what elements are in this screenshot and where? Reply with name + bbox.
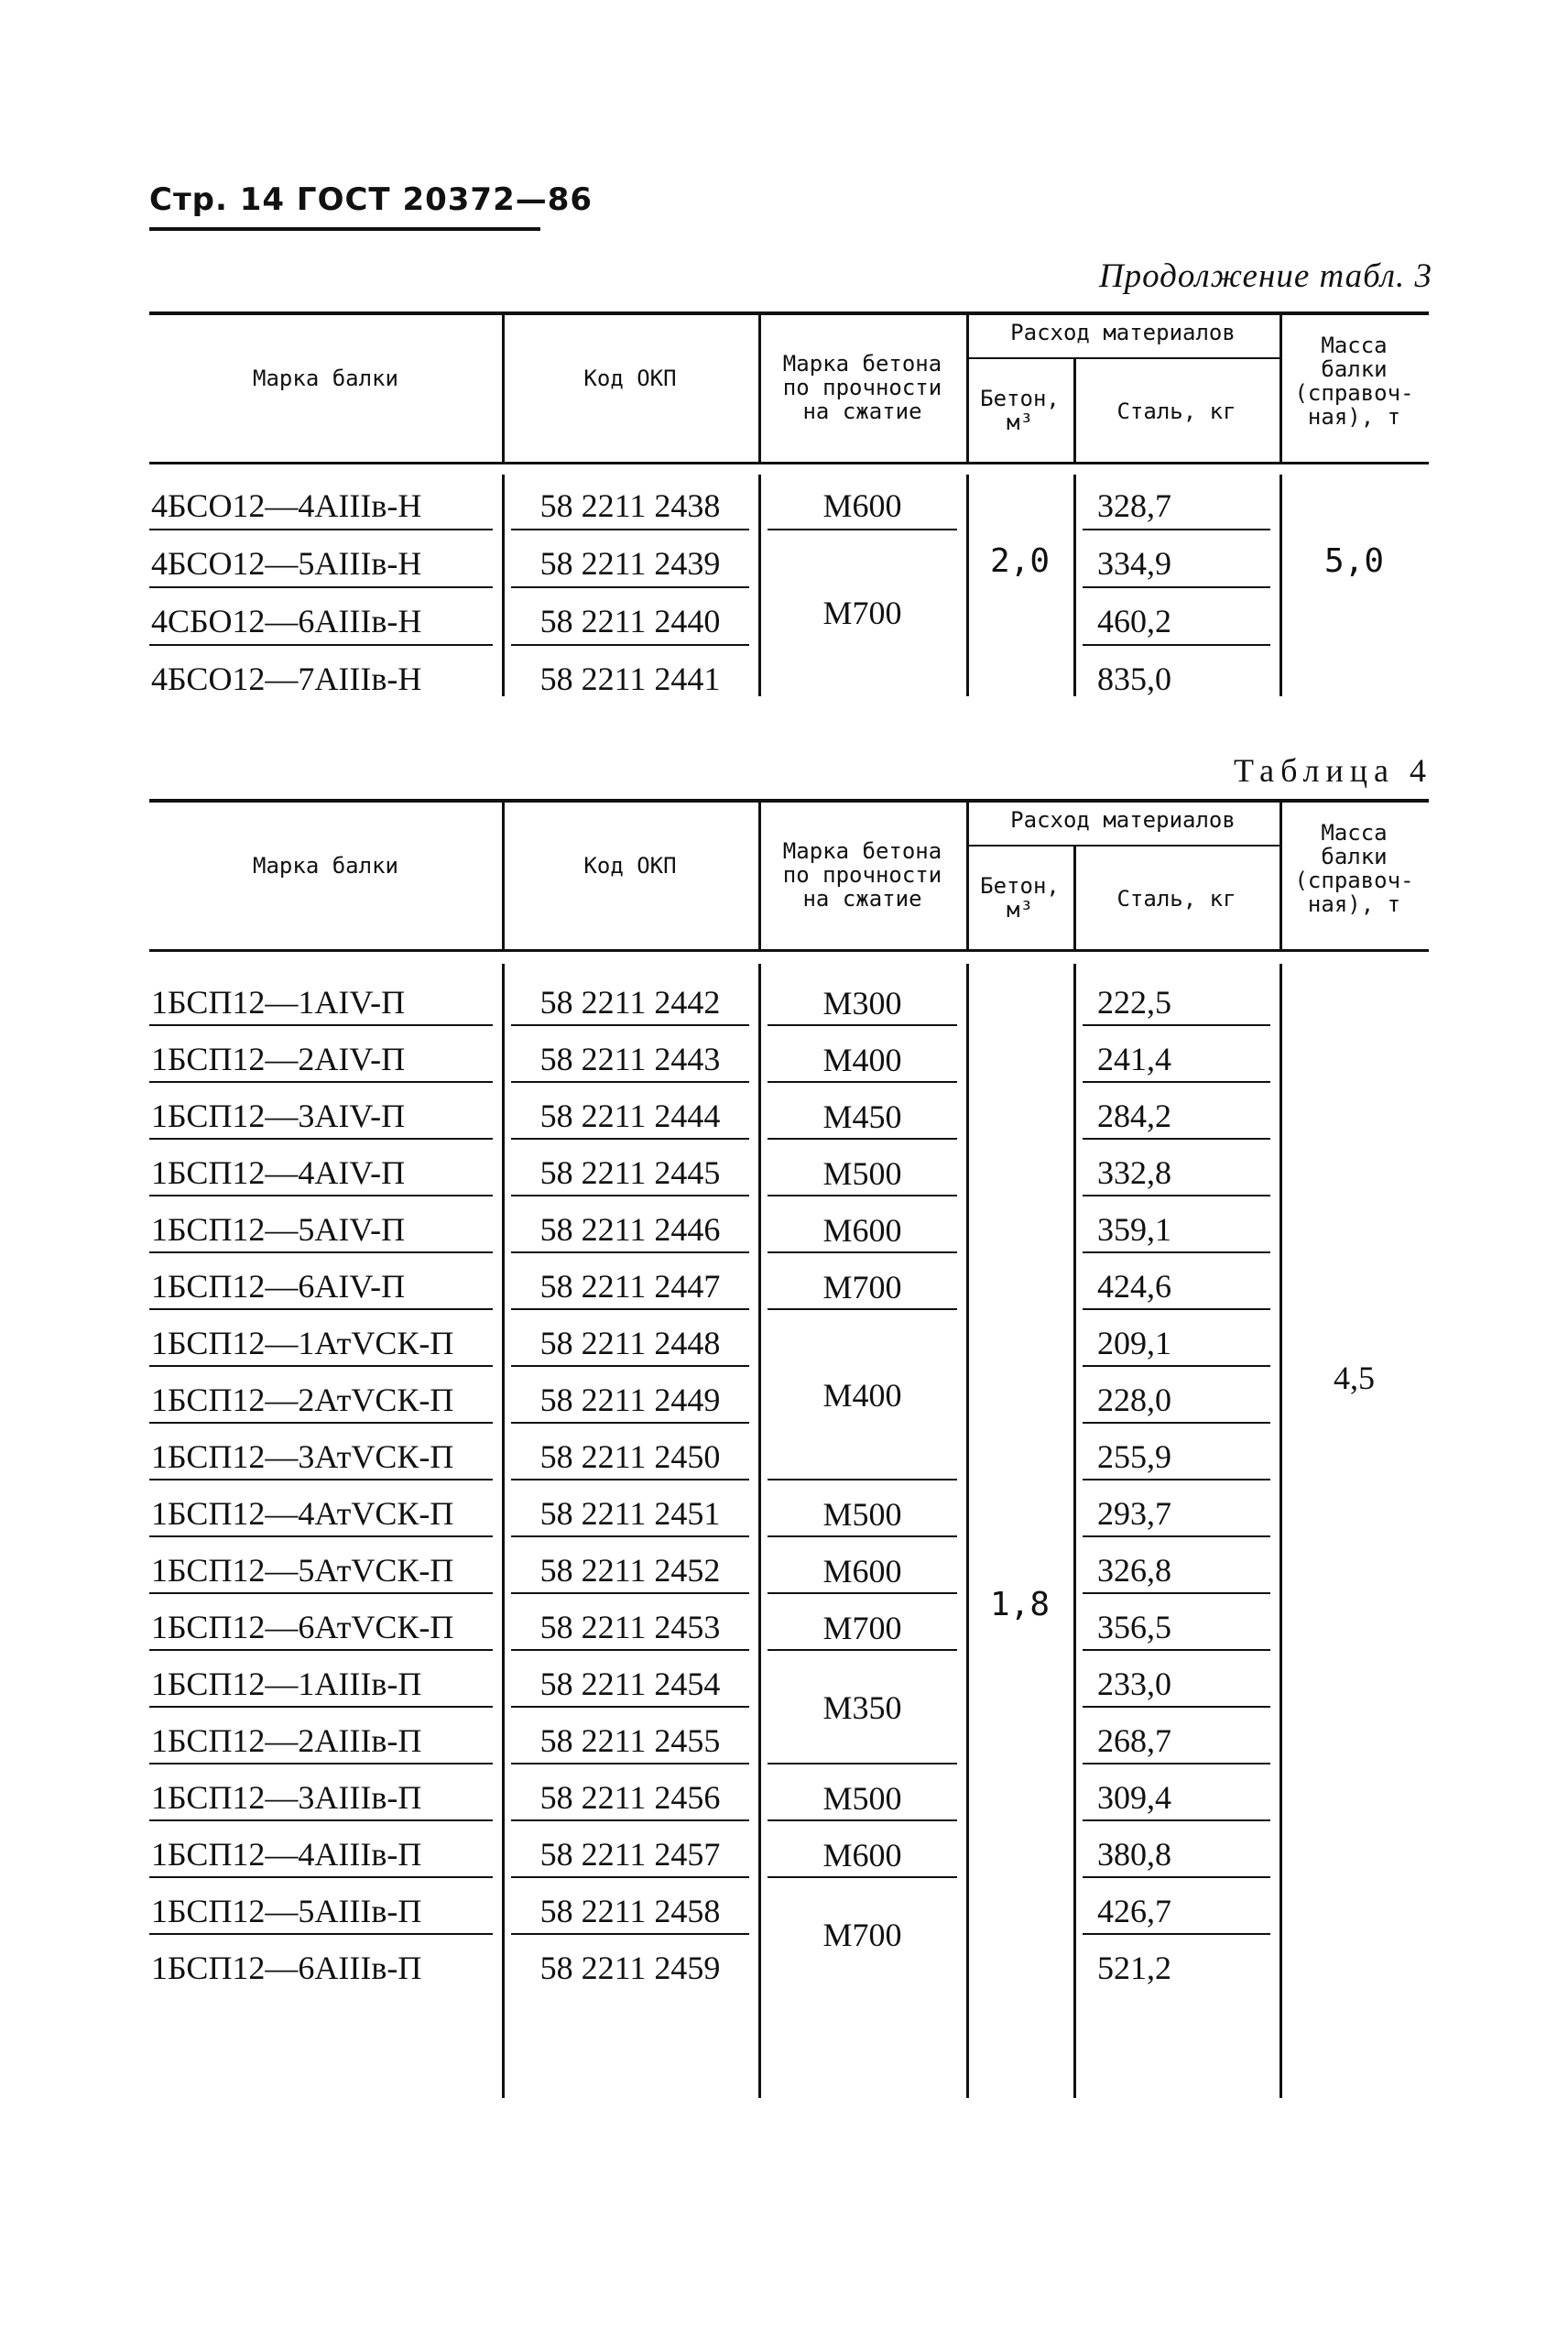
t4-row-rule-mark — [149, 1706, 493, 1708]
table-row-okp: 58 2211 2444 — [539, 1098, 721, 1134]
table-row-okp: 58 2211 2440 — [539, 603, 721, 639]
table-row-okp: 58 2211 2454 — [539, 1666, 721, 1702]
page-header: Стр. 14 ГОСТ 20372—86 — [149, 181, 593, 218]
t4-col-concrete-1: Бетон, — [980, 873, 1060, 899]
t4-col-grade-2: по прочности — [782, 862, 942, 888]
t3-col-concrete-1: Бетон, — [980, 386, 1060, 411]
table-row-mark: 1БСП12—1АIIIв-П — [151, 1666, 422, 1702]
table-row-steel: 356,5 — [1097, 1609, 1171, 1645]
table-row-steel: 228,0 — [1097, 1382, 1171, 1418]
table-row-okp: 58 2211 2453 — [539, 1609, 721, 1645]
table-row-steel: 326,8 — [1097, 1552, 1171, 1589]
t3-col-mass-4: ная), т — [1307, 404, 1401, 430]
table-row-mark: 1БСП12—4АтVСК-П — [151, 1495, 454, 1532]
t3-row-rule-okp — [511, 586, 749, 588]
t4-row-rule-okp — [511, 1081, 749, 1083]
t4-row-rule-steel — [1083, 1649, 1270, 1651]
t4-grade-rule — [768, 1195, 957, 1196]
table-row-mark: 1БСП12—6АтVСК-П — [151, 1609, 454, 1645]
table-row-steel: 233,0 — [1097, 1666, 1171, 1702]
t4-body-v5 — [1279, 964, 1282, 2098]
t4-col-mass-3: (справоч- — [1294, 868, 1414, 893]
t3-col-mass-1: Масса — [1321, 333, 1388, 358]
t4-row-rule-steel — [1083, 1308, 1270, 1310]
table-row-mark: 1БСП12—5АIV-П — [151, 1211, 406, 1248]
t4-col-mass-1: Масса — [1321, 820, 1388, 846]
table-row-okp: 58 2211 2447 — [539, 1268, 721, 1305]
table-row-steel: 426,7 — [1097, 1893, 1171, 1929]
t4-grade-rule — [768, 1308, 957, 1310]
t4-row-rule-okp — [511, 1138, 749, 1140]
table-row-mark: 1БСП12—3АIIIв-П — [151, 1779, 422, 1816]
t4-grade-rule — [768, 1819, 957, 1821]
t4-row-rule-steel — [1083, 1365, 1270, 1367]
table-row-steel: 332,8 — [1097, 1154, 1171, 1191]
t4-grade-cell: М700 — [822, 1269, 902, 1306]
table-row-okp: 58 2211 2456 — [539, 1779, 721, 1816]
table-row-okp: 58 2211 2451 — [539, 1495, 721, 1532]
t4-row-rule-steel — [1083, 1422, 1270, 1424]
t4-concrete-value: 1,8 — [989, 1586, 1051, 1623]
t4-row-rule-steel — [1083, 1819, 1270, 1821]
table3-caption: Продолжение табл. 3 — [1098, 257, 1432, 295]
t4-grade-rule — [768, 1649, 957, 1651]
t4-col-grade-1: Марка бетона — [782, 838, 942, 864]
t4-row-rule-okp — [511, 1592, 749, 1594]
t4-row-rule-steel — [1083, 1876, 1270, 1878]
table-row-okp: 58 2211 2448 — [539, 1325, 721, 1361]
t4-row-rule-okp — [511, 1535, 749, 1537]
t4-row-rule-okp — [511, 1195, 749, 1196]
t4-grade-cell: М400 — [822, 1042, 902, 1078]
table-row-steel: 460,2 — [1097, 603, 1171, 639]
t4-col-concrete-2: м³ — [1007, 897, 1033, 923]
t3-body-v5 — [1279, 475, 1282, 696]
t3-row-rule-mark — [149, 644, 493, 646]
t4-grade-cell: М600 — [822, 1837, 902, 1874]
t3-col-materials: Расход материалов — [1010, 320, 1236, 345]
table-row-steel: 835,0 — [1097, 661, 1171, 697]
t4-row-rule-steel — [1083, 1706, 1270, 1708]
t4-grade-cell: М500 — [822, 1780, 902, 1817]
table-row-mark: 4БСО12—4АIIIв-Н — [151, 487, 422, 524]
t3-col-mark: Марка балки — [253, 366, 398, 391]
table-row-steel: 380,8 — [1097, 1836, 1171, 1873]
t4-col-grade-3: на сжатие — [802, 886, 922, 912]
t4-row-rule-steel — [1083, 1535, 1270, 1537]
table-row-mark: 1БСП12—2АIV-П — [151, 1041, 406, 1077]
t4-body-v4 — [1073, 964, 1076, 2098]
t4-row-rule-mark — [149, 1081, 493, 1083]
t4-grade-rule — [768, 1024, 957, 1026]
table-row-steel: 424,6 — [1097, 1268, 1171, 1305]
table-row-mark: 1БСП12—6АIIIв-П — [151, 1950, 422, 1986]
t4-grade-cell: М500 — [822, 1496, 902, 1533]
t4-col-mass-2: балки — [1321, 844, 1388, 869]
table-row-steel: 284,2 — [1097, 1098, 1171, 1134]
table-row-steel: 328,7 — [1097, 487, 1171, 524]
t4-row-rule-okp — [511, 1706, 749, 1708]
t3-col-grade-3: на сжатие — [802, 399, 922, 424]
t4-row-rule-okp — [511, 1819, 749, 1821]
t4-grade-cell: М350 — [822, 1689, 902, 1726]
table-row-steel: 521,2 — [1097, 1950, 1171, 1986]
table-row-mark: 4БСО12—7АIIIв-Н — [151, 661, 422, 697]
t3-col-mass-3: (справоч- — [1294, 380, 1414, 406]
t4-grade-cell: М300 — [822, 985, 902, 1021]
t3-row-rule-mark — [149, 586, 493, 588]
t4-row-rule-steel — [1083, 1479, 1270, 1480]
t3-col-grade-2: по прочности — [782, 375, 942, 400]
table-row-okp: 58 2211 2445 — [539, 1154, 721, 1191]
t4-row-rule-okp — [511, 1876, 749, 1878]
t4-grade-rule — [768, 1763, 957, 1764]
t3-row-rule-okp — [511, 529, 749, 530]
table-row-steel: 222,5 — [1097, 984, 1171, 1021]
t3-grade-rule — [768, 529, 957, 530]
t4-row-rule-mark — [149, 1195, 493, 1196]
t4-row-rule-steel — [1083, 1763, 1270, 1764]
t3-top-rule — [149, 311, 1429, 315]
t4-grade-rule — [768, 1081, 957, 1083]
t4-row-rule-mark — [149, 1649, 493, 1651]
table-row-okp: 58 2211 2439 — [539, 545, 721, 582]
t3-materials-rule — [966, 357, 1279, 359]
table-row-okp: 58 2211 2443 — [539, 1041, 721, 1077]
t4-row-rule-steel — [1083, 1592, 1270, 1594]
t4-row-rule-steel — [1083, 1195, 1270, 1196]
table-row-steel: 241,4 — [1097, 1041, 1171, 1077]
table-row-okp: 58 2211 2438 — [539, 487, 721, 524]
table-row-mark: 4СБО12—6АIIIв-Н — [151, 603, 422, 639]
t4-row-rule-steel — [1083, 1933, 1270, 1935]
t3-concrete-value: 2,0 — [989, 542, 1051, 580]
t4-row-rule-mark — [149, 1479, 493, 1480]
table-row-mark: 1БСП12—6АIV-П — [151, 1268, 406, 1305]
table-row-mark: 1БСП12—1АIV-П — [151, 984, 406, 1021]
t4-row-rule-mark — [149, 1365, 493, 1367]
t4-row-rule-steel — [1083, 1081, 1270, 1083]
t4-row-rule-steel — [1083, 1251, 1270, 1253]
t3-col-mass-2: балки — [1321, 356, 1388, 382]
t4-col-materials: Расход материалов — [1010, 807, 1236, 833]
table-row-steel: 359,1 — [1097, 1211, 1171, 1248]
t3-grade-m700: М700 — [822, 595, 902, 631]
table-row-mark: 1БСП12—4АIV-П — [151, 1154, 406, 1191]
table-row-okp: 58 2211 2449 — [539, 1382, 721, 1418]
t4-row-rule-okp — [511, 1024, 749, 1026]
t4-row-rule-mark — [149, 1251, 493, 1253]
t3-mass-value: 5,0 — [1323, 542, 1385, 580]
t3-col-concrete-2: м³ — [1007, 410, 1033, 435]
t4-grade-cell: М400 — [822, 1377, 902, 1414]
table-row-steel: 334,9 — [1097, 545, 1171, 582]
table-row-mark: 1БСП12—2АIIIв-П — [151, 1722, 422, 1759]
table-row-okp: 58 2211 2458 — [539, 1893, 721, 1929]
t4-row-rule-mark — [149, 1592, 493, 1594]
t4-grade-rule — [768, 1479, 957, 1480]
t4-top-rule — [149, 799, 1429, 803]
table-row-steel: 255,9 — [1097, 1438, 1171, 1475]
t3-body-v4 — [1073, 475, 1076, 696]
table-row-okp: 58 2211 2457 — [539, 1836, 721, 1873]
table-row-steel: 293,7 — [1097, 1495, 1171, 1532]
t4-grade-cell: М600 — [822, 1553, 902, 1590]
table-row-mark: 1БСП12—5АтVСК-П — [151, 1552, 454, 1589]
t4-grade-cell: М700 — [822, 1917, 902, 1953]
t4-col-mark: Марка балки — [253, 853, 398, 879]
table-row-okp: 58 2211 2450 — [539, 1438, 721, 1475]
table-row-mark: 1БСП12—3АтVСК-П — [151, 1438, 454, 1475]
table-row-okp: 58 2211 2452 — [539, 1552, 721, 1589]
table-row-mark: 1БСП12—5АIIIв-П — [151, 1893, 422, 1929]
t3-col-okp: Код ОКП — [583, 366, 677, 391]
t4-row-rule-steel — [1083, 1138, 1270, 1140]
t4-grade-rule — [768, 1535, 957, 1537]
t3-row-rule-steel — [1083, 529, 1270, 530]
table-row-mark: 1БСП12—1АтVСК-П — [151, 1325, 454, 1361]
table-row-okp: 58 2211 2459 — [539, 1950, 721, 1986]
t4-mass-value: 4,5 — [1334, 1360, 1375, 1396]
t4-col-okp: Код ОКП — [583, 853, 677, 879]
t4-row-rule-okp — [511, 1649, 749, 1651]
t4-row-rule-mark — [149, 1763, 493, 1764]
t4-row-rule-okp — [511, 1251, 749, 1253]
table-row-okp: 58 2211 2455 — [539, 1722, 721, 1759]
table-row-okp: 58 2211 2446 — [539, 1211, 721, 1248]
table-row-mark: 1БСП12—3АIV-П — [151, 1098, 406, 1134]
t4-col-steel: Сталь, кг — [1116, 886, 1236, 912]
t4-body-v3 — [966, 964, 969, 2098]
t4-row-rule-okp — [511, 1365, 749, 1367]
t4-row-rule-mark — [149, 1933, 493, 1935]
t4-row-rule-mark — [149, 1422, 493, 1424]
t3-col-grade-1: Марка бетона — [782, 351, 942, 377]
table-row-okp: 58 2211 2442 — [539, 984, 721, 1021]
table-row-steel: 209,1 — [1097, 1325, 1171, 1361]
t4-grade-cell: М600 — [822, 1212, 902, 1249]
t4-grade-rule — [768, 1876, 957, 1878]
t4-row-rule-okp — [511, 1479, 749, 1480]
table-row-okp: 58 2211 2441 — [539, 661, 721, 697]
t4-row-rule-mark — [149, 1535, 493, 1537]
t4-grade-cell: М500 — [822, 1155, 902, 1192]
table-row-steel: 268,7 — [1097, 1722, 1171, 1759]
t4-row-rule-okp — [511, 1308, 749, 1310]
t3-row-rule-steel — [1083, 644, 1270, 646]
t3-grade-m600: М600 — [822, 487, 902, 524]
table-row-mark: 1БСП12—2АтVСК-П — [151, 1382, 454, 1418]
table-row-mark: 1БСП12—4АIIIв-П — [151, 1836, 422, 1873]
t4-grade-cell: М700 — [822, 1610, 902, 1646]
table-row-mark: 4БСО12—5АIIIв-Н — [151, 545, 422, 582]
t3-row-rule-steel — [1083, 586, 1270, 588]
t4-materials-rule — [966, 845, 1279, 847]
t4-row-rule-mark — [149, 1819, 493, 1821]
table4-caption: Таблица 4 — [1234, 752, 1432, 789]
t3-body-v3 — [966, 475, 969, 696]
t4-row-rule-mark — [149, 1138, 493, 1140]
t3-col-steel: Сталь, кг — [1116, 399, 1236, 424]
t4-grade-rule — [768, 1592, 957, 1594]
t4-row-rule-mark — [149, 1308, 493, 1310]
t4-grade-rule — [768, 1251, 957, 1253]
t4-header-bottom-rule — [149, 949, 1429, 952]
t3-row-rule-okp — [511, 644, 749, 646]
t3-header-bottom-rule — [149, 462, 1429, 464]
t4-row-rule-mark — [149, 1024, 493, 1026]
header-underline — [149, 227, 540, 231]
t3-row-rule-mark — [149, 529, 493, 530]
table-row-steel: 309,4 — [1097, 1779, 1171, 1816]
t4-row-rule-okp — [511, 1763, 749, 1764]
t4-col-mass-4: ная), т — [1307, 891, 1401, 917]
t4-grade-cell: М450 — [822, 1098, 902, 1135]
t4-row-rule-okp — [511, 1933, 749, 1935]
t4-row-rule-okp — [511, 1422, 749, 1424]
t4-row-rule-mark — [149, 1876, 493, 1878]
t4-row-rule-steel — [1083, 1024, 1270, 1026]
t4-grade-rule — [768, 1138, 957, 1140]
